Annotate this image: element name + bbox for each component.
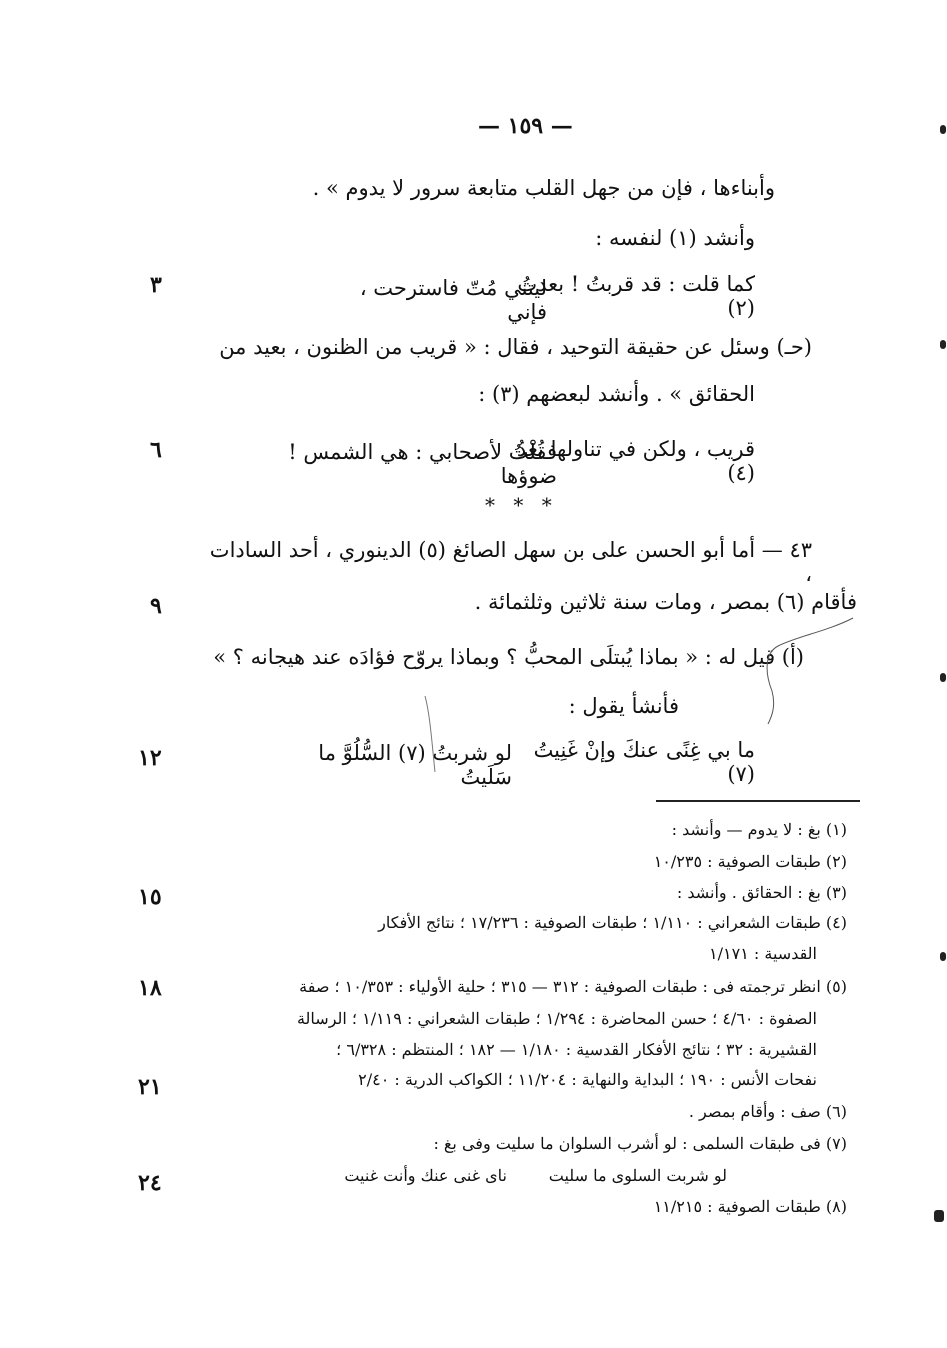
pencil-margin-line [420,694,440,774]
margin-mark [940,673,946,682]
footnote-1: (١) بغ : لا يدوم — وأنشد : [671,820,847,839]
footnote-5-line-1: (٥) انظر ترجمته فى : طبقات الصوفية : ٣١٢ — ٣١٥ ؛ حلية الأولياء : ١٠/٣٥٣ ؛ صفة [299,977,847,996]
verse-3-first-hemistich: لو شربتُ (٧) السُّلُوَّ ما سَلَيتُ [318,741,512,789]
verse-2-first-hemistich: فقلتُ لأصحابي : هي الشمس ! ضوؤها [288,440,557,488]
footnote-7-verse-second: ناى غنى عنك وأنت غنيت [344,1166,507,1185]
footnote-6: (٦) صف : وأقام بمصر . [688,1102,847,1121]
footnote-5-line-3: القشيرية : ٣٢ ؛ نتائج الأفكار القدسية : ١/١٨٠ — ١٨٢ ؛ المنتظم : ٦/٣٢٨ ؛ [336,1040,817,1059]
verse-3-second-hemistich: ما بي غِنًى عنكَ وإنْ غَنِيتُ (٧) [533,738,755,786]
footnote-5-line-4: نفحات الأنس : ١٩٠ ؛ البداية والنهاية : ١١/٢٠٤ ؛ الكواكب الدرية : ٢/٤٠ [358,1070,817,1089]
line-number: ٢٤ [138,1170,162,1196]
body-line-5: ٤٣ — أما أبو الحسن على بن سهل الصائغ (٥) الدينوري ، أحد السادات ، [209,538,812,586]
verse-1-second-hemistich: كما قلت : قد قربتُ ! بعدتُ (٢) [517,272,755,320]
section-separator: * * * [485,493,558,517]
footnote-2: (٢) طبقات الصوفية : ١٠/٢٣٥ [653,852,847,871]
body-line-2: وأنشد (١) لنفسه : [595,226,755,250]
verse-1-first-hemistich: ليتني مُتّ فاسترحت ، فإني [359,276,547,324]
body-line-7: (أ) قيل له : « بماذا يُبتلَى المحبُّ ؟ وبماذا يروّح فؤادَه عند هيجانه ؟ » [213,645,804,669]
body-line-6: فأقام (٦) بمصر ، ومات سنة ثلاثين وثلثمائة . [474,590,857,614]
line-number: ٣ [150,272,162,298]
footnote-8: (٨) طبقات الصوفية : ١١/٢١٥ [653,1197,847,1216]
footnote-7-line-1: (٧) فى طبقات السلمى : لو أشرب السلوان ما سليت وفى بغ : [433,1134,847,1153]
pencil-annotation-mark [758,616,858,726]
body-line-4: الحقائق » . وأنشد لبعضهم (٣) : [478,382,755,406]
margin-mark [934,1210,944,1222]
body-line-8: فأنشأ يقول : [568,694,679,718]
body-line-3: (حـ) وسئل عن حقيقة التوحيد ، فقال : « قريب من الظنون ، بعيد من [219,335,812,359]
line-number: ١٢ [138,745,162,771]
footnote-5-line-2: الصفوة : ٤/٦٠ ؛ حسن المحاضرة : ١/٢٩٤ ؛ طبقات الشعراني : ١/١١٩ ؛ الرسالة [296,1009,817,1028]
footnote-rule [656,800,860,802]
margin-mark [940,340,946,349]
margin-mark [940,952,946,961]
verse-2-second-hemistich: قريب ، ولكن في تناولها بُعْدُ (٤) [516,437,755,485]
line-number: ٢١ [138,1074,162,1100]
line-number: ٦ [150,437,162,463]
line-number: ٩ [150,593,162,619]
line-number: ١٥ [138,884,162,910]
footnote-4-line-2: القدسية : ١/١٧١ [709,944,817,963]
body-line-1: وأبناءها ، فإن من جهل القلب متابعة سرور لا يدوم » . [312,176,775,200]
line-number: ١٨ [138,975,162,1001]
margin-mark [940,125,946,134]
footnote-3: (٣) بغ : الحقائق . وأنشد : [676,883,847,902]
page-number: — ١٥٩ — [478,113,573,139]
footnote-7-verse-first: لو شربت السلوى ما سليت [548,1166,727,1185]
footnote-4-line-1: (٤) طبقات الشعراني : ١/١١٠ ؛ طبقات الصوفية : ١٧/٢٣٦ ؛ نتائج الأفكار [378,913,847,932]
